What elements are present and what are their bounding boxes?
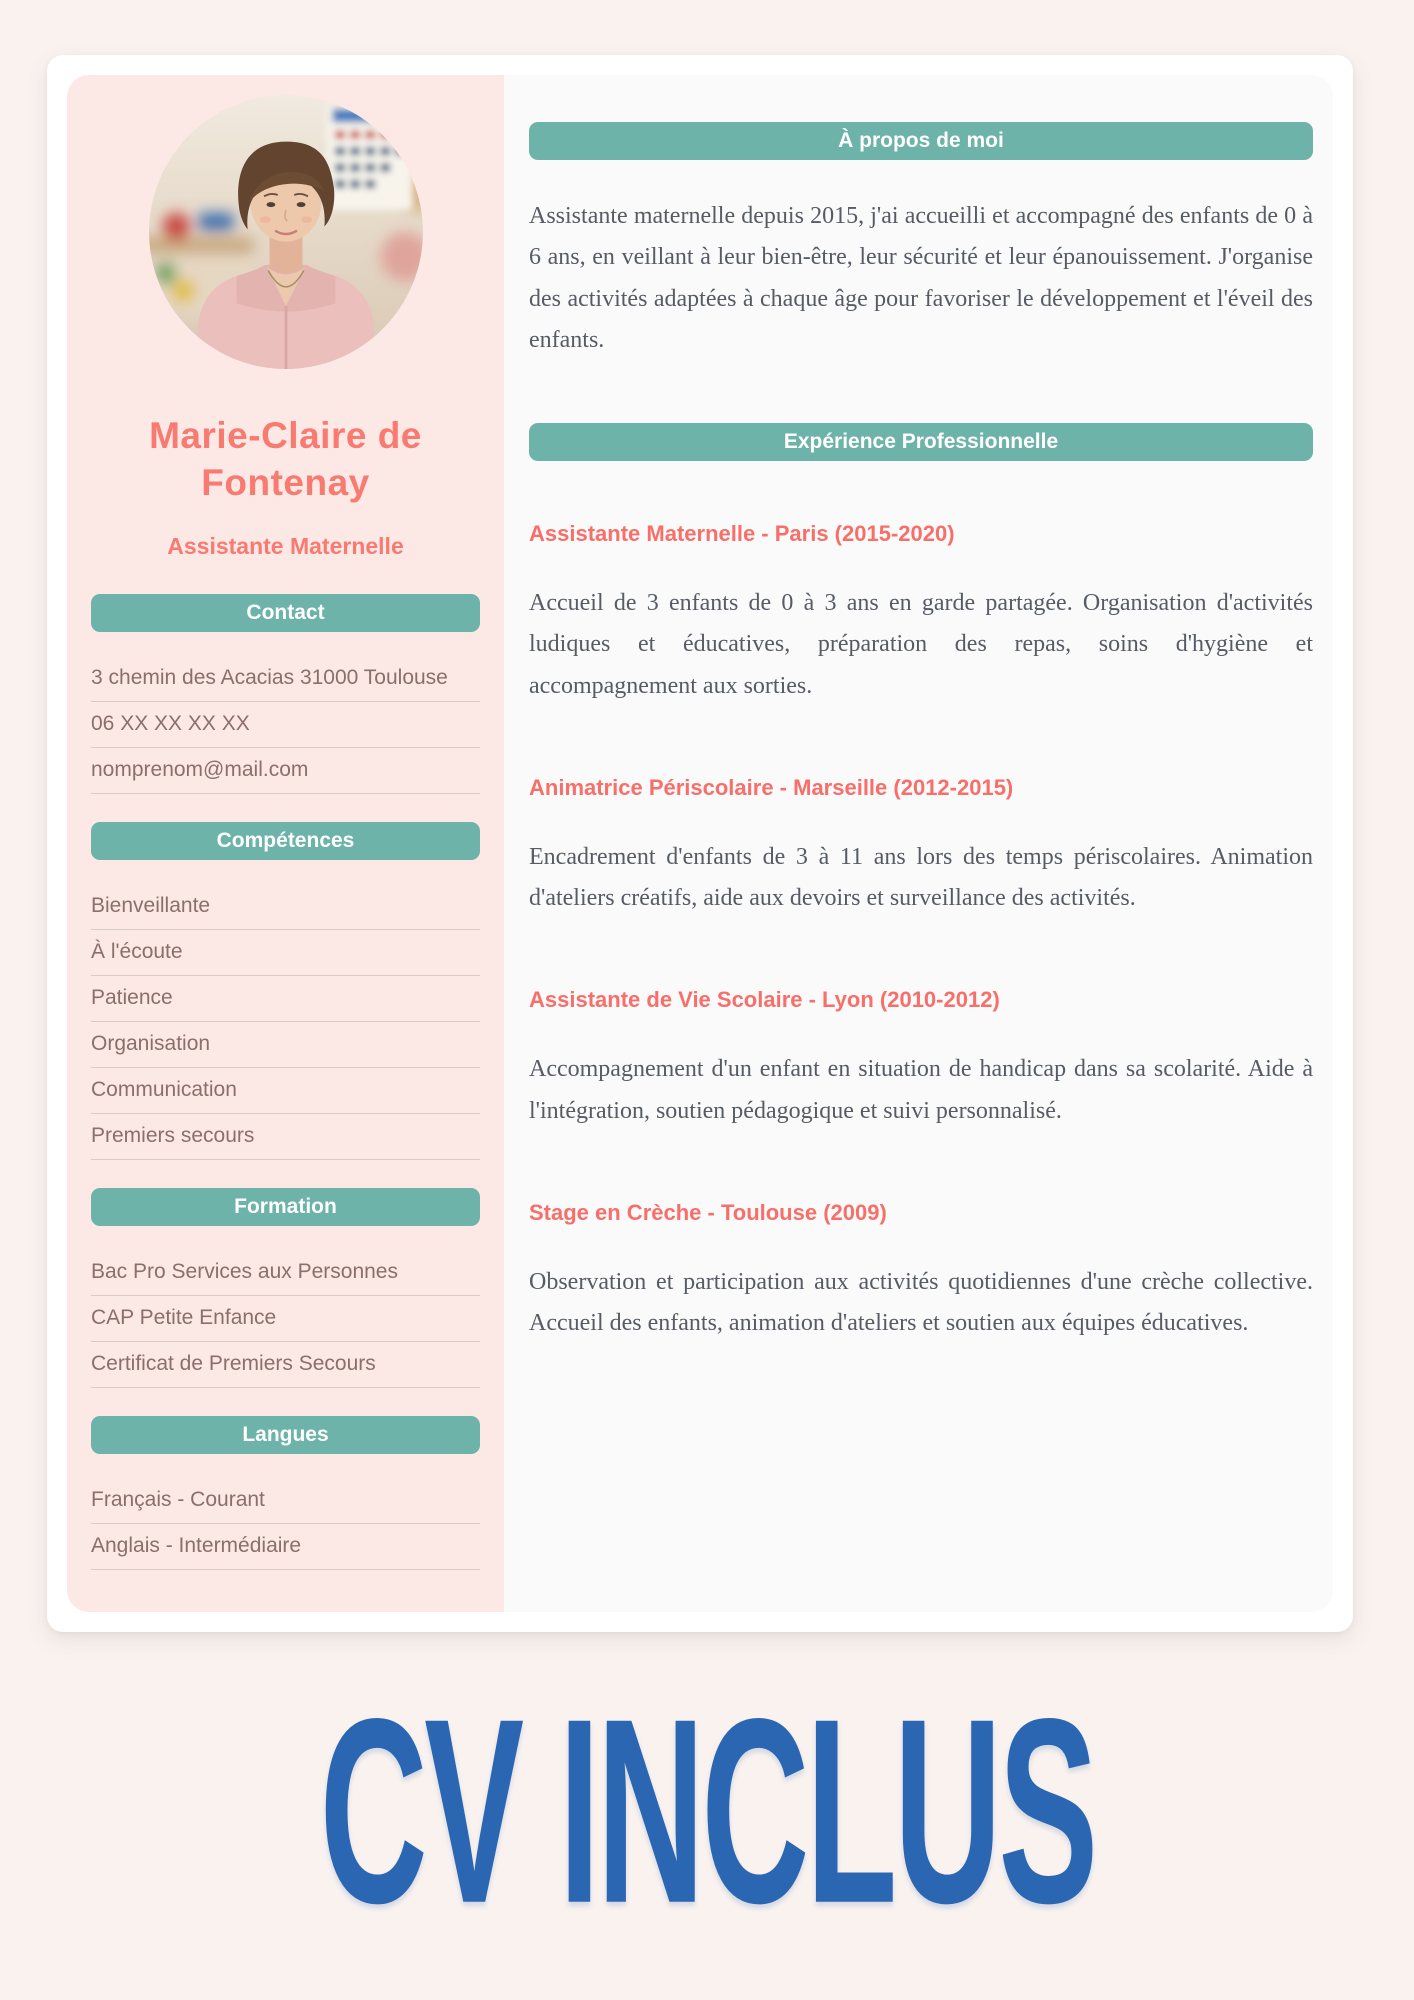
section-heading: Formation — [234, 1194, 337, 1218]
cv-card — [47, 55, 1353, 1632]
cv-document — [67, 75, 1333, 1612]
list-item: Bac Pro Services aux Personnes — [91, 1250, 480, 1296]
section-item-list — [91, 884, 480, 1160]
person-name: Marie-Claire de Fontenay — [149, 415, 422, 503]
section-item-list — [91, 656, 480, 794]
list-item: CAP Petite Enfance — [91, 1296, 480, 1342]
experience-entry — [529, 987, 1313, 1132]
section-heading-bar — [91, 1416, 480, 1454]
banner — [0, 1650, 1414, 1970]
sidebar — [67, 75, 504, 1612]
sidebar-section — [91, 1416, 480, 1570]
section-item-list — [91, 1478, 480, 1570]
sidebar-section — [91, 594, 480, 794]
section-heading-bar — [91, 822, 480, 860]
sidebar-sections — [91, 594, 480, 1570]
about-text: Assistante maternelle depuis 2015, j'ai accueilli et accompagné des enfants de 0 à 6 ans, en veillant à leur bien-être, leur sécurité et leur épanouissement. J'organise des activités adaptées à chaque âge pour favoriser le développement et l'éveil des enfants. — [529, 203, 1313, 353]
about-heading-bar — [529, 122, 1313, 160]
experience-entry — [529, 1200, 1313, 1345]
job-description: Accompagnement d'un enfant en situation de handicap dans sa scolarité. Aide à l'intégration, soutien pédagogique et suivi personnalisé. — [529, 1056, 1313, 1124]
sidebar-section — [91, 1188, 480, 1388]
job-title: Assistante Maternelle - Paris (2015-2020) — [529, 521, 955, 547]
list-item: Organisation — [91, 1022, 480, 1068]
section-item-list — [91, 1250, 480, 1388]
experience-entry — [529, 521, 1313, 707]
list-item: Bienveillante — [91, 884, 480, 930]
experience-entry — [529, 775, 1313, 920]
section-heading: Compétences — [216, 828, 355, 852]
list-item: 06 XX XX XX XX — [91, 702, 480, 748]
job-title: Animatrice Périscolaire - Marseille (2012-2015) — [529, 774, 1014, 800]
job-description: Encadrement d'enfants de 3 à 11 ans lors des temps périscolaires. Animation d'ateliers créatifs, aide aux devoirs et surveillance des activités. — [529, 843, 1313, 912]
experience-heading-bar — [529, 423, 1313, 461]
list-item: Certificat de Premiers Secours — [91, 1342, 480, 1388]
list-item: Patience — [91, 976, 480, 1022]
experience-heading: Expérience Professionnelle — [783, 430, 1059, 454]
job-description: Accueil de 3 enfants de 0 à 3 ans en garde partagée. Organisation d'activités ludiques et éducatives, préparation des repas, soins d'hygiène et accompagnement aux sorties. — [529, 590, 1313, 699]
section-heading: Contact — [246, 600, 325, 624]
job-description: Observation et participation aux activités quotidiennes d'une crèche collective. Accueil des enfants, animation d'ateliers et soutien aux équipes éducatives. — [529, 1268, 1313, 1337]
person-job-title: Assistante Maternelle — [167, 532, 404, 559]
section-heading: Langues — [242, 1422, 329, 1446]
profile-photo — [149, 95, 423, 369]
list-item: À l'écoute — [91, 930, 480, 976]
list-item: Communication — [91, 1068, 480, 1114]
list-item: Anglais - Intermédiaire — [91, 1524, 480, 1570]
list-item: Premiers secours — [91, 1114, 480, 1160]
banner-text: CV INCLUS — [319, 1662, 1095, 1958]
experience-list — [529, 521, 1313, 1344]
about-heading: À propos de moi — [838, 129, 1004, 152]
list-item: 3 chemin des Acacias 31000 Toulouse — [91, 656, 480, 702]
section-heading-bar — [91, 1188, 480, 1226]
main-column — [504, 75, 1333, 1612]
sidebar-section — [91, 822, 480, 1160]
section-heading-bar — [91, 594, 480, 632]
job-title: Assistante de Vie Scolaire - Lyon (2010-2012) — [529, 987, 1000, 1013]
job-title: Stage en Crèche - Toulouse (2009) — [529, 1199, 887, 1225]
woman-portrait-photo — [149, 95, 423, 369]
list-item: Français - Courant — [91, 1478, 480, 1524]
list-item: nomprenom@mail.com — [91, 748, 480, 794]
